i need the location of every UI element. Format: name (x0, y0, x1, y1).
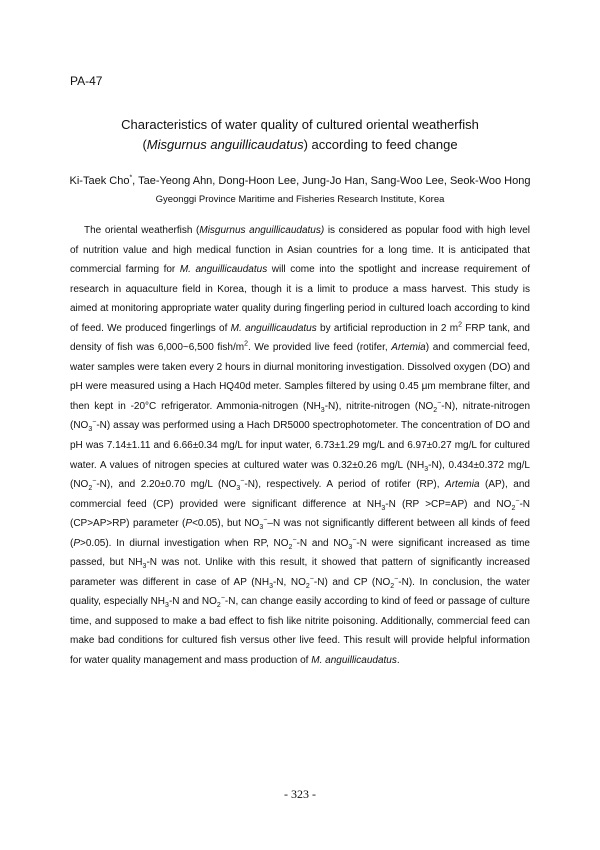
abstract-subscript: 2 (433, 406, 438, 414)
abstract-italic-run: M. anguillicaudatus (179, 264, 268, 276)
abstract-superscript: − (92, 419, 97, 427)
abstract-superscript: − (292, 536, 297, 544)
abstract-text-run: >0.05). In diurnal investigation when RP, NO (80, 537, 289, 549)
abstract-text-run: (AP), and commercial feed (CP) provided were significant difference at NH (70, 479, 530, 510)
author-list (60, 175, 540, 187)
abstract-text-run: -N were significant increased as time passed, but NH (70, 537, 530, 569)
title-line-2-rest: ) according to feed change (303, 137, 458, 152)
abstract-superscript: − (263, 516, 268, 524)
abstract-superscript: − (394, 575, 399, 583)
abstract-subscript: 3 (165, 602, 169, 610)
abstract-subscript: 3 (269, 582, 273, 590)
abstract-subscript: 2 (390, 582, 395, 590)
abstract-subscript: 2 (511, 504, 516, 512)
abstract-text-run: -N was not. Unlike with this result, it showed that pattern of significantly increased parameter was different in case of AP (NH (70, 557, 530, 588)
abstract-text-run: -N). In conclusion, the water quality, especially NH (70, 576, 531, 608)
abstract-subscript: 3 (320, 406, 325, 414)
page-number: - 323 - (284, 787, 316, 801)
abstract-italic-run: M. anguillicaudatus (311, 655, 397, 667)
abstract-superscript: − (92, 477, 97, 485)
abstract-text-run: -N), and 2.20±0.70 mg/L (NO (96, 479, 237, 491)
first-author: Ki-Taek Cho (69, 175, 130, 187)
abstract-body (70, 221, 530, 671)
abstract-text-run: will come into the spotlight and increase requirement of research in aquaculture field in Korea, though it is a limit to produce a mass harvest. This study is aimed at monitoring appropriate water quality during fingerling period in cultured loach according to kind of feed. We produced fingerlings of (70, 264, 531, 334)
abstract-text-run: . (396, 655, 400, 667)
title-species-name: Misgurnus anguillicaudatus (146, 137, 304, 152)
abstract-superscript: 2 (244, 340, 248, 348)
abstract-text-run: . We provided live feed (rotifer, (247, 342, 392, 354)
title-paren-open: ( (142, 137, 147, 152)
abstract-subscript: 3 (236, 485, 241, 493)
abstract-italic-run: Artemia (391, 342, 426, 354)
abstract-text-run: -N and NO (296, 537, 349, 549)
abstract-text-run: -N and NO (168, 596, 217, 608)
abstract-superscript: − (309, 575, 314, 583)
abstract-text-run: -N (RP >CP=AP) and NO (385, 498, 512, 510)
abstract-superscript: − (220, 595, 225, 603)
abstract-text-run: -N), respectively. A period of rotifer (RP), (244, 479, 446, 491)
title-line-1: Characteristics of water quality of cultured oriental weatherfish (121, 117, 479, 132)
poster-code: PA-47 (70, 74, 103, 88)
abstract-text-run: is considered as popular food with high level of nutrition value and high medical function in Asian countries for a long time. It is anticipated that commercial farming for (70, 225, 530, 276)
abstract-text-run: FRP tank, and density of fish was 6,000~6,500 fish/m (70, 322, 530, 354)
abstract-italic-run: Artemia (445, 479, 480, 491)
abstract-subscript: 2 (216, 602, 221, 610)
abstract-superscript: − (352, 536, 357, 544)
affiliation: Gyeonggi Province Maritime and Fisheries Research Institute, Korea (155, 194, 445, 205)
abstract-italic-run: M. anguillicaudatus (230, 322, 317, 334)
abstract-superscript: − (437, 399, 442, 407)
abstract-subscript: 3 (259, 524, 264, 532)
abstract-text-run: -N) and CP (NO (313, 576, 391, 588)
abstract-superscript: − (240, 477, 245, 485)
abstract-subscript: 3 (381, 504, 386, 512)
abstract-subscript: 3 (142, 563, 147, 571)
abstract-subscript: 3 (348, 543, 353, 551)
abstract-text-run: by artificial reproduction in 2 m (316, 322, 459, 334)
abstract-italic-run: Misgurnus anguillicaudatus) (199, 225, 325, 236)
abstract-text-run: -N), nitrite-nitrogen (NO (324, 400, 434, 412)
abstract-text-run: –N was not significantly different between all kinds of feed ( (70, 518, 530, 549)
abstract-italic-run: P (73, 537, 81, 549)
title-line-2 (60, 135, 540, 154)
abstract-text-run: -N, NO (272, 576, 306, 588)
other-authors: , Tae-Yeong Ahn, Dong-Hoon Lee, Jung-Jo Han, Sang-Woo Lee, Seok-Woo Hong (132, 175, 531, 187)
abstract-superscript: 2 (458, 321, 462, 329)
abstract-subscript: 3 (424, 465, 429, 473)
corresponding-author-mark: * (129, 174, 133, 182)
abstract-text-run: -N (CP>AP>RP) parameter ( (70, 498, 530, 530)
abstract-text-run: <0.05), but NO (192, 518, 260, 530)
abstract-text-run: ) and commercial feed, water samples were taken every 2 hours in diurnal monitoring investigation. Dissolved oxygen (DO) and pH were measured using a Hach HQ40d meter. Samples filtered by using 0.45 μm membrane filter, and then kept in -20°C refrigerator. Ammonia-nitrogen (NH (70, 342, 530, 412)
abstract-italic-run: P (185, 518, 193, 530)
abstract-text-run: -N) assay was performed using a Hach DR5000 spectrophotometer. The concentration of DO and pH was 7.14±1.11 and 6.66±0.34 mg/L for input water, 6.73±1.29 mg/L and 6.97±0.27 mg/L for cultured water. A values of nitrogen species at cultured water was 0.32±0.26 mg/L (NH (70, 420, 530, 471)
abstract-superscript: − (515, 497, 520, 505)
abstract-text-run: -N), nitrate-nitrogen (NO (70, 400, 531, 432)
abstract-subscript: 2 (305, 582, 310, 590)
abstract-text-run: -N), 0.434±0.372 mg/L (NO (70, 459, 530, 491)
abstract-text-run: The oriental weatherfish ( (84, 225, 200, 236)
abstract-subscript: 2 (288, 543, 293, 551)
abstract-text-run: -N, can change easily according to kind of feed or passage of culture time, and supposed to make a bad effect to fish like nitrite poisoning. Additionally, commercial feed can make bad conditions for cultured fish versus other live feed. This result will provide helpful information for water quality management and mass production of (70, 596, 530, 667)
abstract-subscript: 3 (88, 426, 93, 434)
abstract-subscript: 2 (88, 485, 93, 493)
